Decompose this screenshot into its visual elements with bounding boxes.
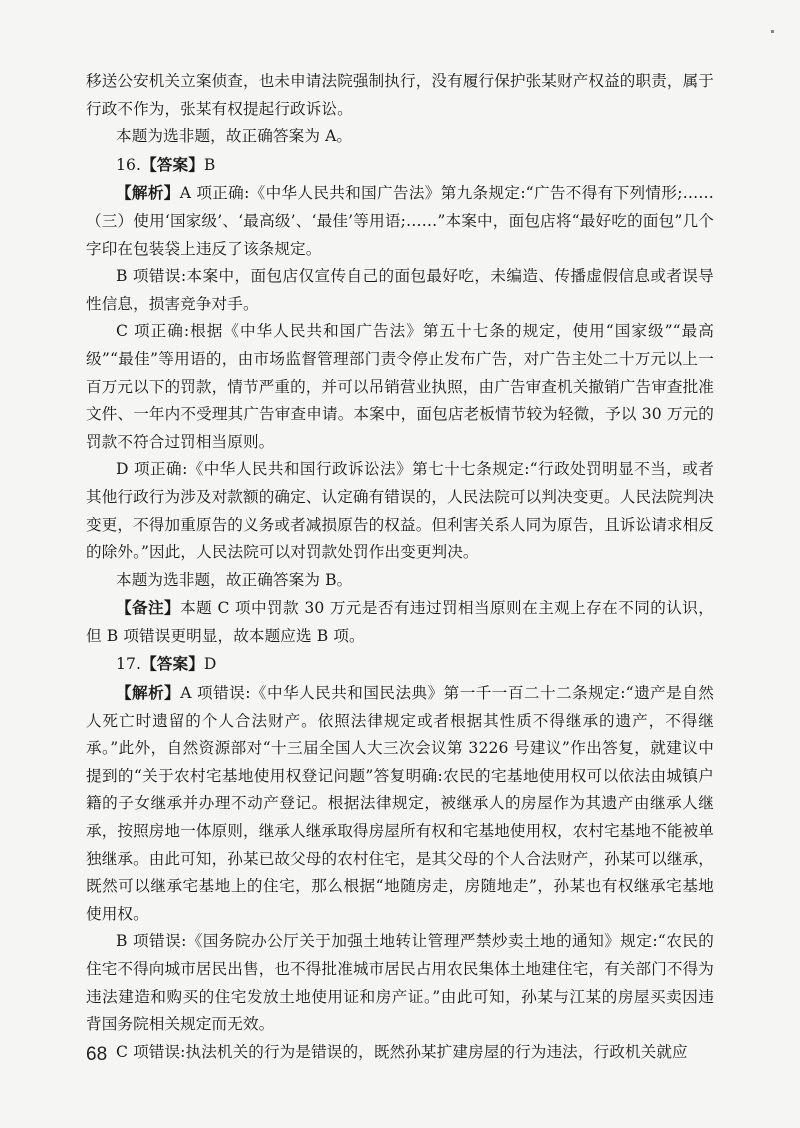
- paragraph-1: 移送公安机关立案侦查，也未申请法院强制执行，没有履行保护张某财产权益的职责，属于行政不作为，张某有权提起行政诉讼。: [86, 72, 714, 118]
- paragraph-17b: B 项错误:《国务院办公厅关于加强土地转让管理严禁炒卖土地的通知》规定:“农民的住宅不得向城市居民出售，也不得批准城市居民占用农民集体土地建住宅，有关部门不得为违法建造和购买的住宅发放土地使用证和房产证。”由此可知，孙某与江某的房屋买卖因违背国务院相关规定而无效。: [86, 932, 714, 1034]
- answer-17: 17.【答案】D: [116, 654, 217, 674]
- paragraph-2: 本题为选非题，故正确答案为 A。: [116, 127, 353, 146]
- analysis-16: 【解析】A 项正确:《中华人民共和国广告法》第九条规定:“广告不得有下列情形;……（三）使用‘国家级’、‘最高级’、‘最佳’等用语;……”本案中，面包店将“最好吃的面包”几个字印在包装袋上违反了该条规定。: [86, 183, 714, 258]
- analysis-tag: 【解析】: [116, 683, 181, 703]
- note-tag: 【备注】: [116, 598, 181, 618]
- conclusion-16: 本题为选非题，故正确答案为 B。: [116, 570, 353, 589]
- paragraph-b: B 项错误:本案中，面包店仅宣传自己的面包最好吃，未编造、传播虚假信息或者误导性信息，损害竞争对手。: [86, 267, 714, 313]
- answer-tag: 【答案】: [141, 654, 204, 674]
- analysis-tag: 【解析】: [116, 183, 180, 203]
- page-body: [86, 68, 714, 1066]
- paragraph-d: D 项正确:《中华人民共和国行政诉讼法》第七十七条规定:“行政处罚明显不当，或者其他行政行为涉及对款额的确定、认定确有错误的，人民法院可以判决变更。人民法院判决变更，不得加重原告的义务或者减损原告的权益。但利害关系人同为原告，且诉讼请求相反的除外。”因此，人民法院可以对罚款处罚作出变更判决。: [86, 460, 714, 562]
- paragraph-c: C 项正确:根据《中华人民共和国广告法》第五十七条的规定，使用“国家级”“最高级”“最佳”等用语的，由市场监督管理部门责令停止发布广告，对广告主处二十万元以上一百万元以下的罚款，情节严重的，并可以吊销营业执照，由广告审查机关撤销广告审查批准文件、一年内不受理其广告审查申请。本案中，面包店老板情节较为轻微，予以 30 万元的罚款不符合过罚相当原则。: [86, 322, 714, 451]
- answer-tag: 【答案】: [141, 154, 204, 174]
- note-16: 【备注】本题 C 项中罚款 30 万元是否有违过罚相当原则在主观上存在不同的认识，但 B 项错误更明显，故本题应选 B 项。: [86, 598, 714, 645]
- analysis-17: 【解析】A 项错误:《中华人民共和国民法典》第一千一百二十二条规定:“遗产是自然人死亡时遗留的个人合法财产。依照法律规定或者根据其性质不得继承的遗产，不得继承。”此外，自然资源部对“十三届全国人大三次会议第 3226 号建议”作出答复，就建议中提到的“关于农村宅基地使用权登记问题”答复明确:农民的宅基地使用权可以依法由城镇户籍的子女继承并办理不动产登记。根据法律规定，被继承人的房屋作为其遗产由继承人继承，按照房地一体原则，继承人继承取得房屋所有权和宅基地使用权，农村宅基地不能被单独继承。由此可知，孙某已故父母的农村住宅，是其父母的个人合法财产，孙某可以继承，既然可以继承宅基地上的住宅，那么根据“地随房走，房随地走”，孙某也有权继承宅基地使用权。: [86, 683, 714, 923]
- paragraph-17c: C 项错误:执法机关的行为是错误的，既然孙某扩建房屋的行为违法，行政机关就应: [116, 1042, 688, 1061]
- page-number: 68: [86, 1044, 108, 1065]
- scan-mark: [771, 30, 774, 33]
- answer-16: 16.【答案】B: [116, 154, 216, 174]
